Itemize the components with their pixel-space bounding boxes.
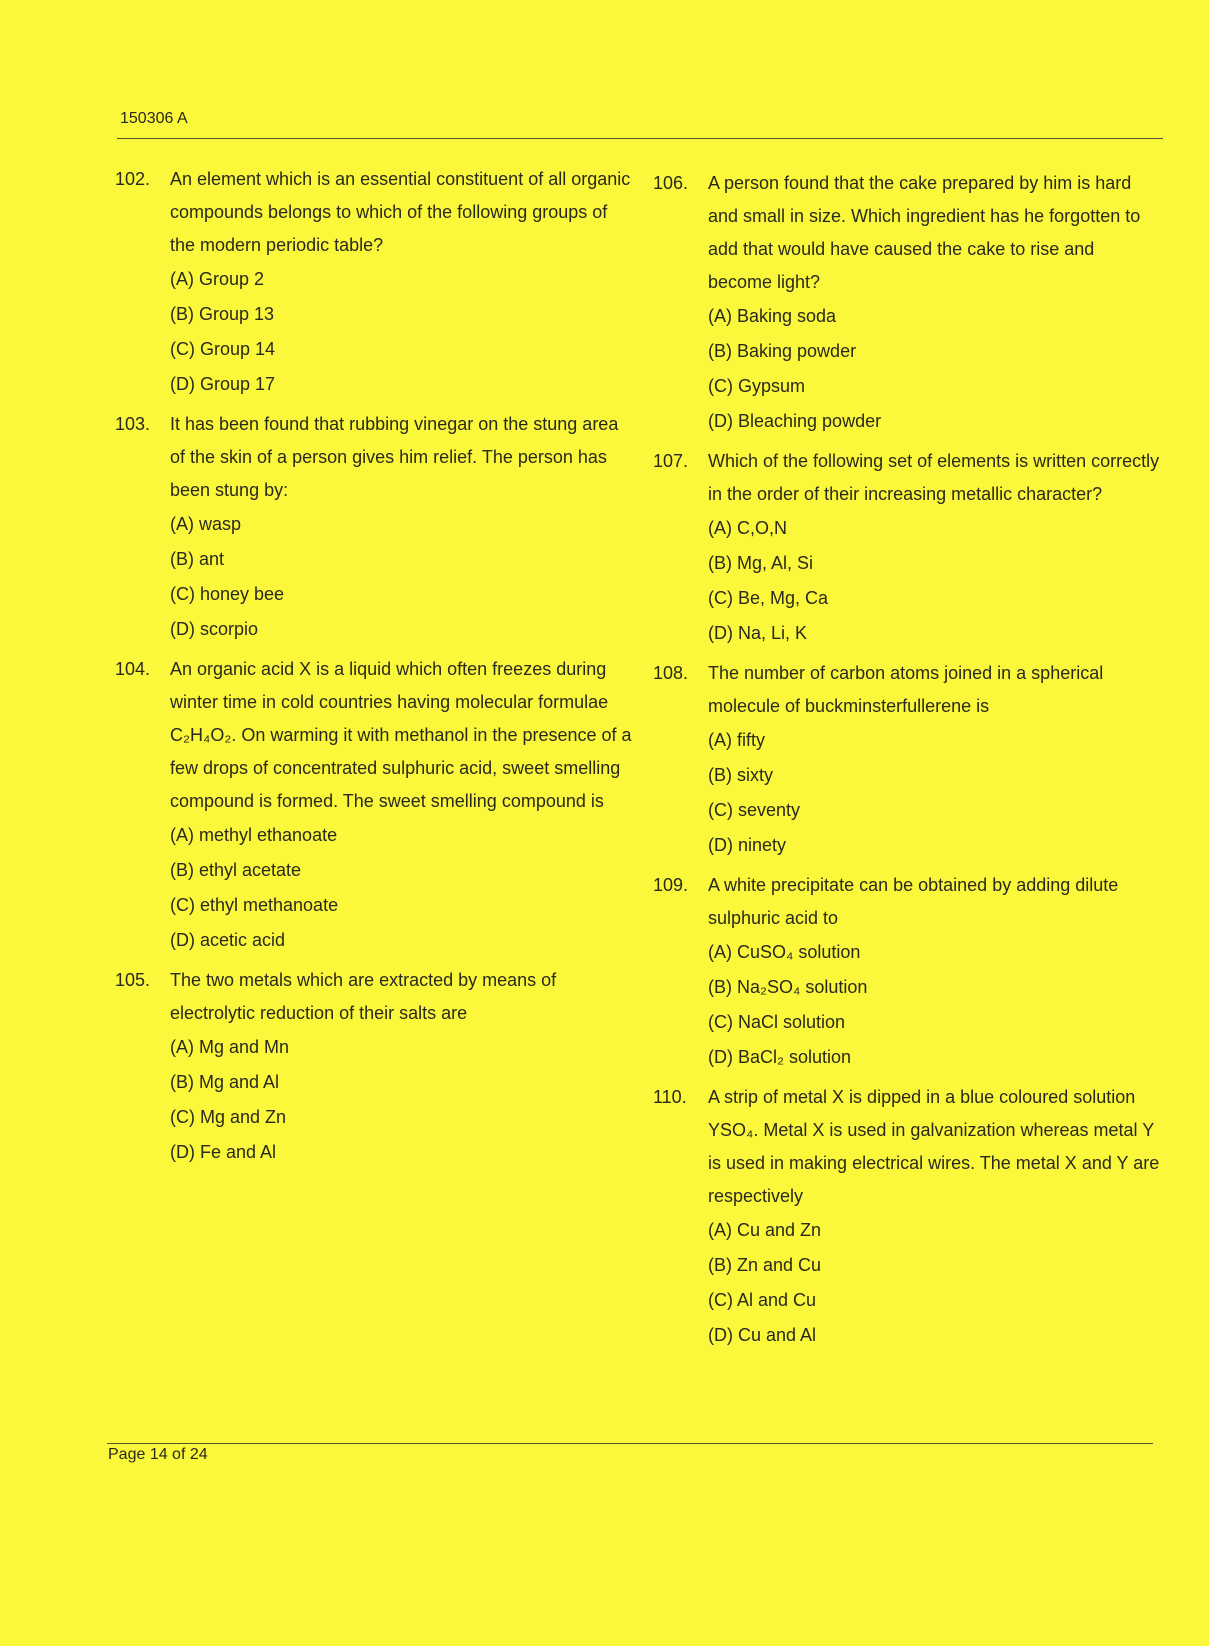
option-c: (C) Mg and Zn [170, 1107, 287, 1127]
option-a: (A) Cu and Zn [708, 1220, 822, 1240]
question-104 [115, 653, 635, 958]
option-b: (B) Mg, Al, Si [708, 553, 814, 573]
option-d: (D) Cu and Al [708, 1325, 817, 1345]
option-b: (B) ant [170, 549, 225, 569]
question-text: A strip of metal X is dipped in a blue coloured solution YSO₄. Metal X is used in galvanization whereas metal Y is used in making electrical wires. The metal X and Y are respectively [708, 1087, 1160, 1206]
question-number: 110. [653, 1087, 687, 1107]
question-number: 109. [653, 875, 689, 895]
option-d: (D) Na, Li, K [708, 623, 808, 643]
question-text: An element which is an essential constituent of all organic compounds belongs to which of the following groups of the modern periodic table? [170, 169, 631, 255]
question-text: The number of carbon atoms joined in a spherical molecule of buckminsterfullerene is [708, 663, 1104, 716]
option-d: (D) BaCl₂ solution [708, 1047, 852, 1067]
option-c: (C) seventy [708, 800, 801, 820]
option-a: (A) Baking soda [708, 306, 837, 326]
question-108 [653, 657, 1163, 863]
option-a: (A) Group 2 [170, 269, 265, 289]
question-106 [653, 167, 1163, 439]
question-number: 102. [115, 169, 151, 189]
option-a: (A) C,O,N [708, 518, 787, 538]
footer-rule [107, 1443, 1153, 1444]
question-text: A person found that the cake prepared by him is hard and small in size. Which ingredient has he forgotten to add that would have caused the cake to rise and become light? [708, 173, 1141, 292]
option-a: (A) methyl ethanoate [170, 825, 338, 845]
option-d: (D) Group 17 [170, 374, 276, 394]
option-d: (D) acetic acid [170, 930, 286, 950]
question-text: An organic acid X is a liquid which often freezes during winter time in cold countries having molecular formulae C₂H₄O₂. On warming it with methanol in the presence of a few drops of concentrated sulphuric acid, sweet smelling compound is formed. The sweet smelling compound is [170, 659, 632, 811]
option-b: (B) Baking powder [708, 341, 857, 361]
option-b: (B) Group 13 [170, 304, 275, 324]
option-a: (A) wasp [170, 514, 242, 534]
option-c: (C) Be, Mg, Ca [708, 588, 829, 608]
question-110 [653, 1081, 1163, 1353]
option-d: (D) ninety [708, 835, 787, 855]
question-105 [115, 964, 635, 1170]
option-a: (A) fifty [708, 730, 765, 750]
question-number: 107. [653, 451, 689, 471]
option-d: (D) scorpio [170, 619, 259, 639]
option-b: (B) sixty [708, 765, 773, 785]
question-number: 106. [653, 173, 689, 193]
page-number: Page 14 of 24 [108, 1446, 208, 1463]
question-text: It has been found that rubbing vinegar on the stung area of the skin of a person gives him relief. The person has been stung by: [170, 414, 619, 500]
option-b: (B) Na₂SO₄ solution [708, 977, 868, 997]
question-109 [653, 869, 1163, 1075]
option-d: (D) Fe and Al [170, 1142, 277, 1162]
question-107 [653, 445, 1163, 651]
question-103 [115, 408, 635, 647]
option-b: (B) ethyl acetate [170, 860, 302, 880]
option-c: (C) honey bee [170, 584, 285, 604]
question-text: Which of the following set of elements is written correctly in the order of their increasing metallic character? [708, 451, 1160, 504]
option-c: (C) Al and Cu [708, 1290, 817, 1310]
option-a: (A) Mg and Mn [170, 1037, 290, 1057]
question-text: A white precipitate can be obtained by adding dilute sulphuric acid to [708, 875, 1119, 928]
left-column [115, 163, 635, 1176]
paper-code: 150306 A [120, 110, 188, 127]
option-d: (D) Bleaching powder [708, 411, 882, 431]
question-number: 103. [115, 414, 151, 434]
option-c: (C) ethyl methanoate [170, 895, 339, 915]
question-number: 104. [115, 659, 151, 679]
question-number: 108. [653, 663, 689, 683]
header-rule [117, 138, 1163, 139]
question-102 [115, 163, 635, 402]
option-c: (C) Gypsum [708, 376, 806, 396]
option-b: (B) Mg and Al [170, 1072, 280, 1092]
option-b: (B) Zn and Cu [708, 1255, 822, 1275]
option-a: (A) CuSO₄ solution [708, 942, 861, 962]
right-column [653, 167, 1163, 1359]
option-c: (C) Group 14 [170, 339, 276, 359]
question-text: The two metals which are extracted by means of electrolytic reduction of their salts are [170, 970, 557, 1023]
question-number: 105. [115, 970, 151, 990]
option-c: (C) NaCl solution [708, 1012, 846, 1032]
